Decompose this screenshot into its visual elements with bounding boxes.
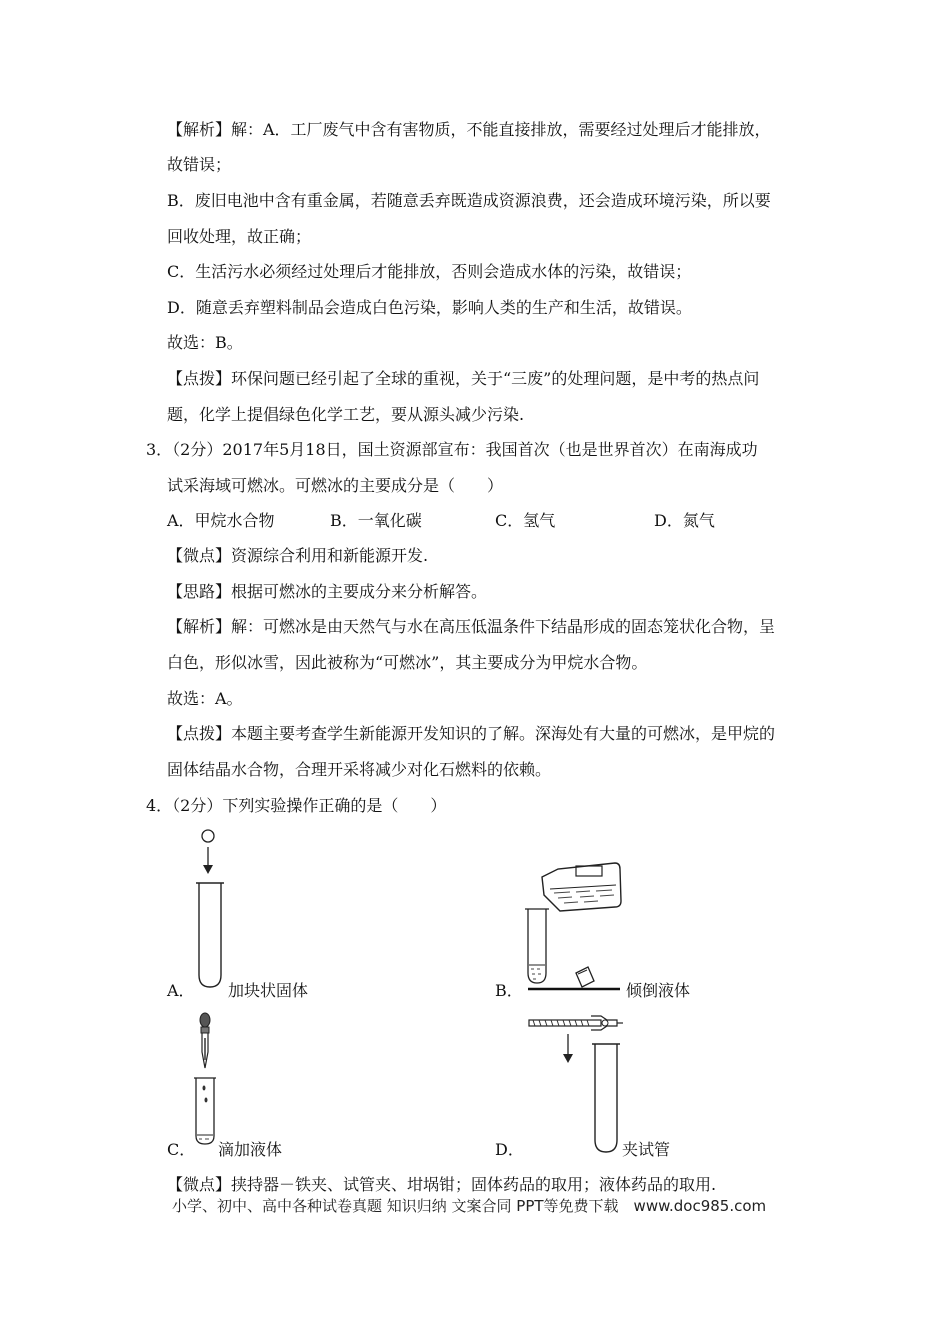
page-footer: 小学、初中、高中各种试卷真题 知识归纳 文案合同 PPT等免费下载 www.doc985.com (172, 1197, 767, 1215)
q2-answer: 故选：B。 (167, 333, 243, 352)
q2-analysis-line-2: 故错误； (167, 155, 232, 174)
q3-option-d: D．氮气 (654, 511, 715, 530)
q3-option-c: C．氢气 (495, 511, 556, 530)
q3-point: 【微点】资源综合利用和新能源开发. (167, 546, 429, 565)
q2-tip-line-1: 【点拨】环保问题已经引起了全球的重视，关于“三废”的处理问题，是中考的热点问 (167, 369, 760, 388)
figure-a-add-block-solid (185, 825, 235, 995)
q3-analysis-line-2: 白色，形似冰雪，因此被称为“可燃冰”，其主要成分为甲烷水合物。 (167, 653, 648, 672)
q3-answer: 故选：A。 (167, 689, 243, 708)
q2-analysis-line-5: C．生活污水必须经过处理后才能排放，否则会造成水体的污染，故错误； (167, 262, 692, 281)
q4-option-b-letter: B． (495, 981, 523, 1000)
q3-idea: 【思路】根据可燃冰的主要成分来分析解答。 (167, 582, 488, 601)
q2-analysis-line-1: 【解析】解：A．工厂废气中含有害物质，不能直接排放，需要经过处理后才能排放， (167, 120, 771, 139)
q3-option-b: B．一氧化碳 (330, 511, 422, 530)
q4-stem: 4．（2分）下列实验操作正确的是（ ） (146, 796, 447, 815)
q3-tip-line-1: 【点拨】本题主要考查学生新能源开发知识的了解。深海处有大量的可燃冰，是甲烷的 (167, 724, 776, 743)
q2-analysis-line-4: 回收处理，故正确； (167, 227, 312, 246)
figure-c-drop-liquid (188, 1010, 228, 1150)
q4-option-a-text: 加块状固体 (228, 981, 309, 1000)
figure-d-clamp-tube (525, 1012, 635, 1157)
q4-option-c-letter: C． (167, 1140, 196, 1159)
q3-stem-line-1: 3．（2分）2017年5月18日，国土资源部宣布：我国首次（也是世界首次）在南海成功 (146, 440, 758, 459)
q4-option-a-letter: A． (167, 981, 195, 1000)
q4-point: 【微点】挟持器－铁夹、试管夹、坩埚钳；固体药品的取用；液体药品的取用. (167, 1175, 717, 1194)
q3-stem-line-2: 试采海域可燃冰。可燃冰的主要成分是（ ） (167, 476, 504, 495)
q4-option-d-text: 夹试管 (622, 1140, 671, 1159)
q3-analysis-line-1: 【解析】解：可燃冰是由天然气与水在高压低温条件下结晶形成的固态笼状化合物，呈 (167, 617, 776, 636)
q4-option-c-text: 滴加液体 (218, 1140, 283, 1159)
q2-tip-line-2: 题，化学上提倡绿色化学工艺，要从源头减少污染. (167, 405, 525, 424)
q2-analysis-line-6: D．随意丢弃塑料制品会造成白色污染，影响人类的生产和生活，故错误。 (167, 298, 692, 317)
figure-b-pour-liquid (520, 855, 630, 995)
q4-option-d-letter: D． (495, 1140, 524, 1159)
q3-option-a: A．甲烷水合物 (167, 511, 275, 530)
q2-analysis-line-3: B．废旧电池中含有重金属，若随意丢弃既造成资源浪费，还会造成环境污染，所以要 (167, 191, 771, 210)
q4-option-b-text: 倾倒液体 (626, 981, 691, 1000)
q3-tip-line-2: 固体结晶水合物，合理开采将减少对化石燃料的依赖。 (167, 760, 552, 779)
